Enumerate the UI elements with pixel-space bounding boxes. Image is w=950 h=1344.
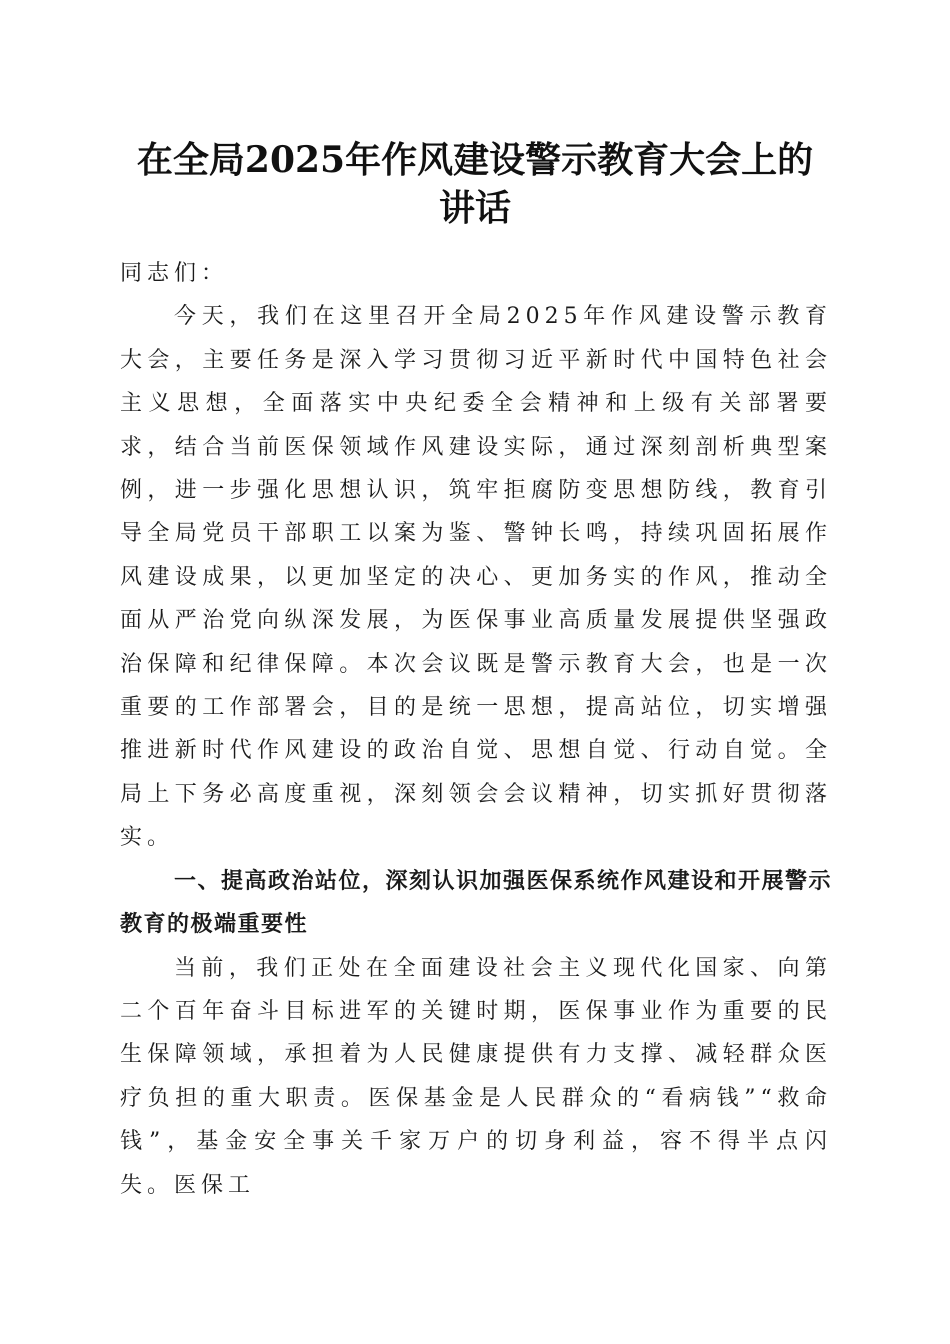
document-body: [120, 252, 832, 1207]
salutation: 同志们：: [120, 261, 229, 286]
document-title: 在全局2025年作风建设警示教育大会上的讲话: [136, 139, 814, 229]
section-paragraph: 当前，我们正处在全面建设社会主义现代化国家、向第二个百年奋斗目标进军的关键时期，医保事业作为重要的民生保障领域，承担着为人民健康提供有力支撑、减轻群众医疗负担的重大职责。医保基金是人民群众的“看病钱”“救命钱”，基金安全事关千家万户的切身利益，容不得半点闪失。医保工: [120, 955, 832, 1198]
intro-paragraph: 今天，我们在这里召开全局2025年作风建设警示教育大会，主要任务是深入学习贯彻习近平新时代中国特色社会主义思想，全面落实中央纪委全会精神和上级有关部署要求，结合当前医保领域作风建设实际，通过深刻剖析典型案例，进一步强化思想认识，筑牢拒腐防变思想防线，教育引导全局党员干部职工以案为鉴、警钟长鸣，持续巩固拓展作风建设成果，以更加坚定的决心、更加务实的作风，推动全面从严治党向纵深发展，为医保事业高质量发展提供坚强政治保障和纪律保障。本次会议既是警示教育大会，也是一次重要的工作部署会，目的是统一思想，提高站位，切实增强推进新时代作风建设的政治自觉、思想自觉、行动自觉。全局上下务必高度重视，深刻领会会议精神，切实抓好贯彻落实。: [120, 304, 832, 851]
section-heading: 一、提高政治站位，深刻认识加强医保系统作风建设和开展警示教育的极端重要性: [120, 868, 833, 938]
